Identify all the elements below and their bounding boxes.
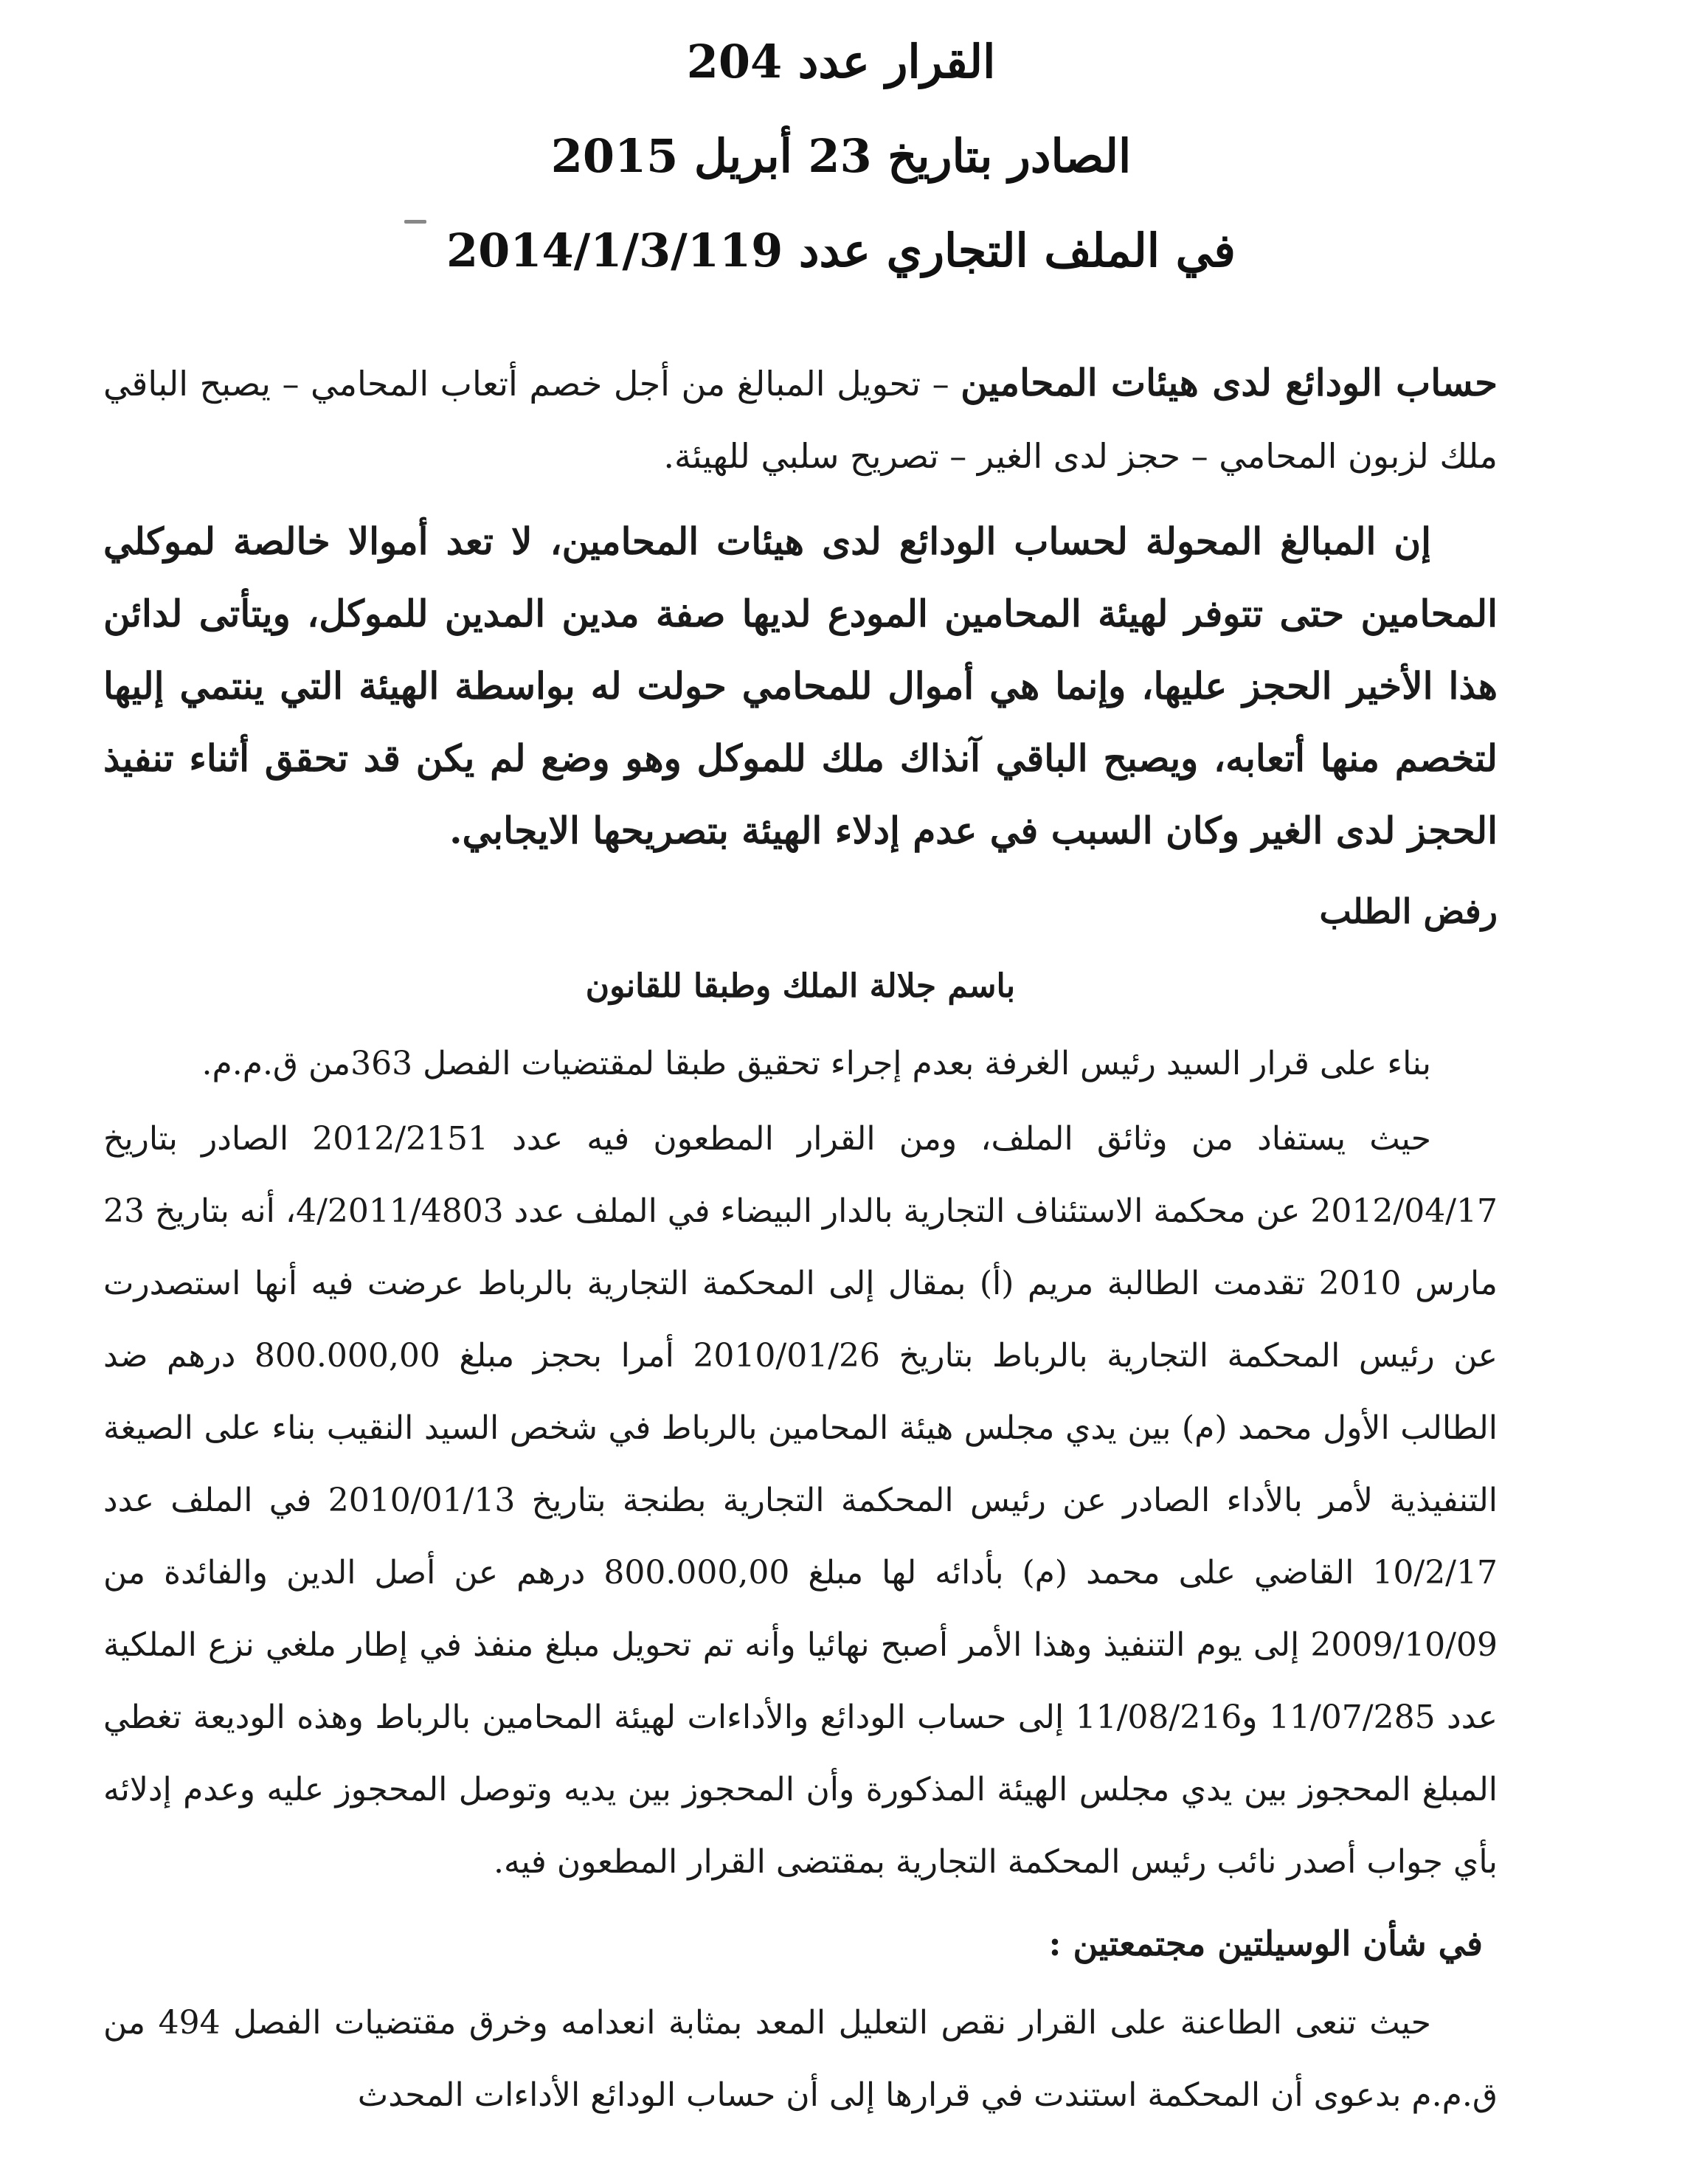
keywords-paragraph <box>103 347 1498 492</box>
paragraph-procedure: بناء على قرار السيد رئيس الغرفة بعدم إجراء تحقيق طبقا لمقتضيات الفصل 363من ق.م.م. <box>201 1045 1431 1082</box>
paragraph-grounds: حيث تنعى الطاعنة على القرار نقص التعليل المعد بمثابة انعدامه وخرق مقتضيات الفصل 494 من ق.م.م بدعوى أن المحكمة استندت في قرارها إلى أن حساب الودائع الأداءات المحدث <box>103 2004 1498 2114</box>
legal-principle-summary: إن المبالغ المحولة لحساب الودائع لدى هيئات المحامين، لا تعد أموالا خالصة لموكلي المحامين حتى تتوفر لهيئة المحامين المودع لديها صفة مدين المدين للموكل، ويتأتى لدائن هذا الأخير الحجز عليها، وإنما هي أموال للمحامي حولت له بواسطة الهيئة التي ينتمي إليها لتخصم منها أتعابه، ويصبح الباقي آنذاك ملك للموكل وهو وضع لم يكن قد تحقق أثناء تنفيذ الحجز لدى الغير وكان السبب في عدم إدلاء الهيئة بتصريحها الايجابي. <box>103 519 1498 852</box>
decision-body <box>103 347 1498 2132</box>
decision-date: الصادر بتاريخ 23 أبريل 2015 <box>550 129 1132 183</box>
keywords-rest: – تحويل المبالغ من أجل خصم أتعاب المحامي – يصبح الباقي ملك لزبون المحامي – حجز لدى الغير – تصريح سلبي للهيئة. <box>103 364 1498 476</box>
verdict-label: رفض الطلب <box>1319 891 1498 931</box>
file-number: في الملف التجاري عدد 2014/1/3/119 <box>446 224 1236 277</box>
decision-number: القرار عدد 204 <box>686 35 996 89</box>
paragraph-facts: حيث يستفاد من وثائق الملف، ومن القرار المطعون فيه عدد 2012/2151 الصادر بتاريخ 2012/04/17 عن محكمة الاستئناف التجارية بالدار البيضاء في الملف عدد 4/2011/4803، أنه بتاريخ 23 مارس 2010 تقدمت الطالبة مريم (أ) بمقال إلى المحكمة التجارية بالرباط عرضت فيه أنها استصدرت عن رئيس المحكمة التجارية بالرباط بتاريخ 2010/01/26 أمرا بحجز مبلغ 800.000,00 درهم ضد الطالب الأول محمد (م) بين يدي مجلس هيئة المحامين بالرباط في شخص السيد النقيب بناء على الصيغة التنفيذية لأمر بالأداء الصادر عن رئيس المحكمة التجارية بطنجة بتاريخ 2010/01/13 في الملف عدد 10/2/17 القاضي على محمد (م) بأدائه لها مبلغ 800.000,00 درهم عن أصل الدين والفائدة من 2009/10/09 إلى يوم التنفيذ وهذا الأمر أصبح نهائيا وأنه تم تحويل مبلغ منفذ في إطار ملغي نزع الملكية عدد 11/07/285 و11/08/216 إلى حساب الودائع والأداءات لهيئة المحامين بالرباط وهذه الوديعة تغطي المبلغ المحجوز بين يدي مجلس الهيئة المذكورة وأن المحجوز بين يديه وتوصل المحجوز عليه وعدم إدلائه بأي جواب أصدر نائب رئيس المحكمة التجارية بمقتضى القرار المطعون فيه. <box>103 1120 1498 1881</box>
decision-header <box>0 15 1682 298</box>
keywords-title: حساب الودائع لدى هيئات المحامين <box>961 361 1498 404</box>
section-heading: في شأن الوسيلتين مجتمعتين : <box>1048 1924 1483 1963</box>
royal-invocation: باسم جلالة الملك وطبقا للقانون <box>585 967 1016 1005</box>
scan-mark <box>404 220 426 224</box>
